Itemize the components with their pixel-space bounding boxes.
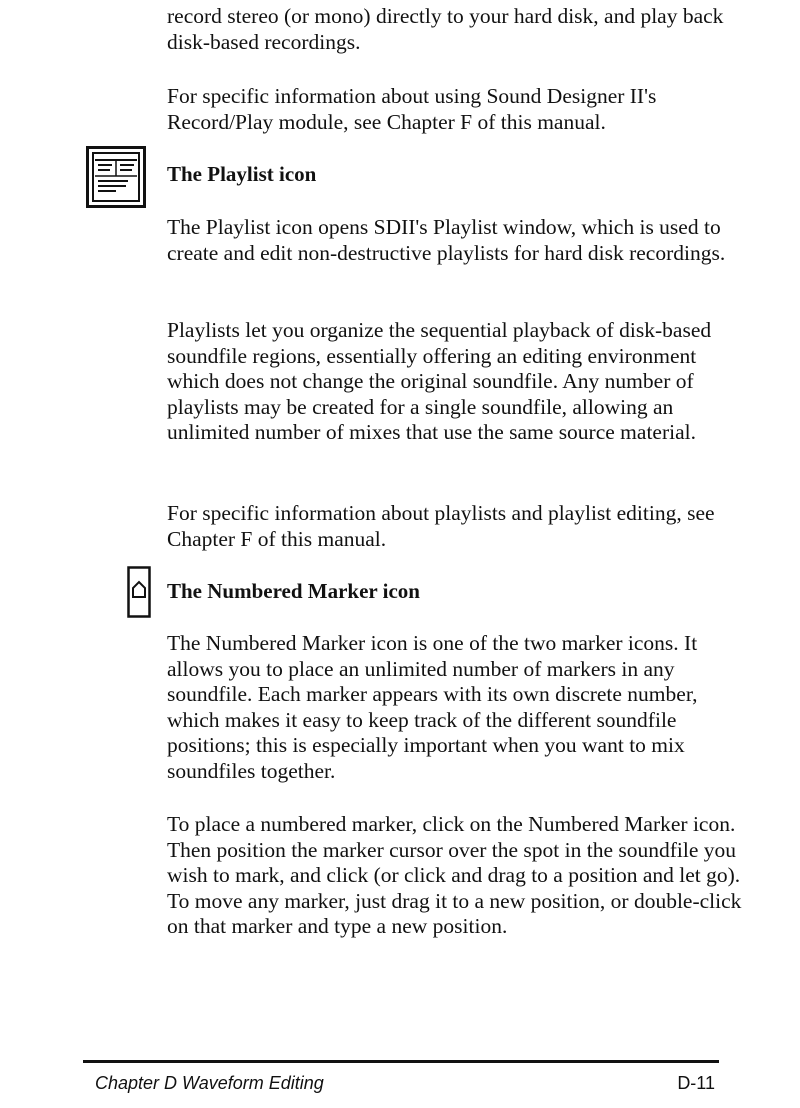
marker-paragraph-1: The Numbered Marker icon is one of the two marker icons. It allows you to place an unlimited number of markers in any soundfile. Each marker appears with its own discrete number, which makes it easy to keep track of the different soundfile positions; this is especially important when you want to mix soundfiles together. xyxy=(167,631,698,783)
playlist-paragraph-1: The Playlist icon opens SDII's Playlist window, which is used to create and edit non-destructive playlists for hard disk recordings. xyxy=(167,215,726,265)
playlist-heading: The Playlist icon xyxy=(167,162,317,186)
numbered-marker-heading: The Numbered Marker icon xyxy=(167,579,420,603)
footer-chapter: Chapter D Waveform Editing xyxy=(95,1073,324,1093)
record-play-paragraph: For specific information about using Sound Designer II's Record/Play module, see Chapter F of this manual. xyxy=(167,84,657,134)
playlist-paragraph-2: Playlists let you organize the sequential playback of disk-based soundfile regions, essentially offering an editing environment which does not change the original soundfile. Any number of playlists may be created for a single soundfile, allowing an unlimited number of mixes that use the same source material. xyxy=(167,318,712,444)
footer-rule xyxy=(83,1060,719,1063)
numbered-marker-icon xyxy=(127,566,151,623)
playlist-paragraph-3: For specific information about playlists and playlist editing, see Chapter F of this manual. xyxy=(167,501,715,551)
footer-page-number: D-11 xyxy=(677,1073,715,1093)
playlist-icon xyxy=(86,146,146,213)
marker-paragraph-2: To place a numbered marker, click on the Numbered Marker icon. Then position the marker cursor over the spot in the soundfile you wish to mark, and click (or click and drag to a position and let go). To move any marker, just drag it to a new position, or double-click on that marker and type a new position. xyxy=(167,812,742,938)
intro-paragraph: record stereo (or mono) directly to your hard disk, and play back disk-based recordings. xyxy=(167,4,724,54)
